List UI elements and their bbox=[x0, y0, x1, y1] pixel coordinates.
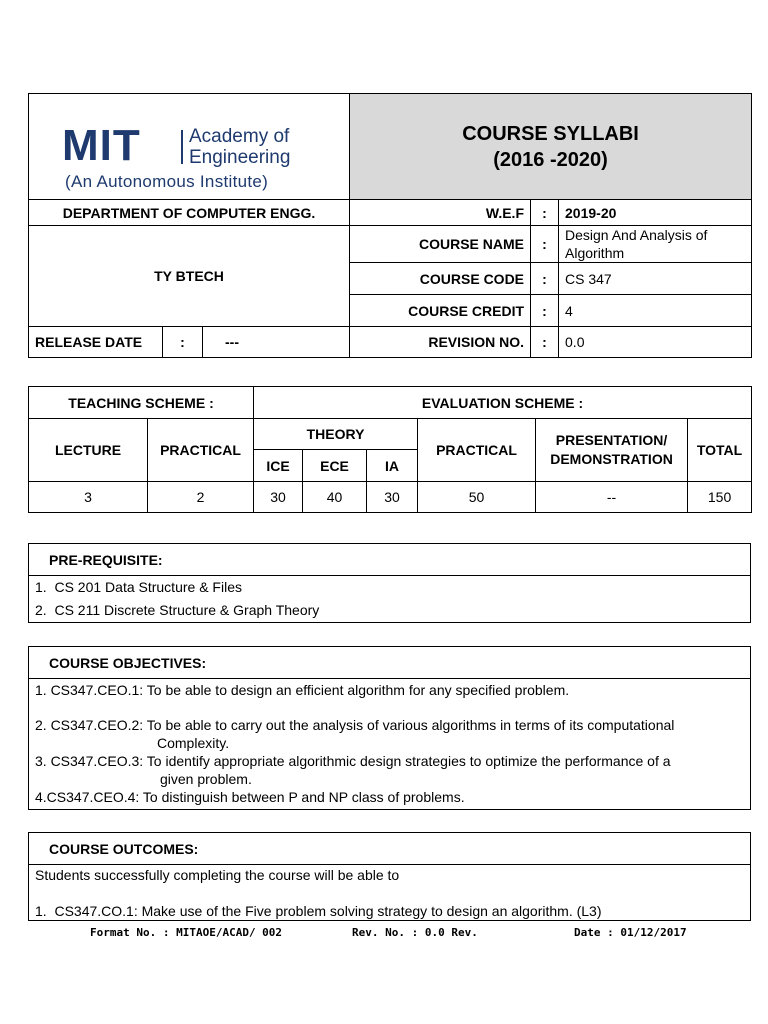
list-item-continuation: given problem. bbox=[160, 771, 252, 787]
eval-practical-header: PRACTICAL bbox=[418, 419, 536, 482]
outcomes-heading: COURSE OUTCOMES: bbox=[29, 833, 751, 865]
course-name-label: COURSE NAME bbox=[350, 226, 531, 263]
presentation-value: -- bbox=[536, 482, 688, 513]
ia-value: 30 bbox=[367, 482, 418, 513]
list-item: 1. CS347.CO.1: Make use of the Five problem solving strategy to design an algorithm. (L3) bbox=[35, 903, 602, 919]
practical-value: 2 bbox=[148, 482, 254, 513]
list-item: 1. CS 201 Data Structure & Files bbox=[35, 579, 242, 595]
outcomes-intro: Students successfully completing the course will be able to bbox=[35, 867, 400, 883]
release-date-value: --- bbox=[203, 327, 350, 358]
eval-practical-value: 50 bbox=[418, 482, 536, 513]
list-item: 1. CS347.CEO.1: To be able to design an efficient algorithm for any specified problem. bbox=[35, 682, 570, 698]
revision-value: 0.0 bbox=[559, 327, 752, 358]
objectives-table bbox=[28, 646, 751, 810]
wef-label: W.E.F bbox=[350, 200, 531, 226]
program-name: TY BTECH bbox=[29, 226, 350, 327]
list-item: 4.CS347.CEO.4: To distinguish between P and NP class of problems. bbox=[35, 789, 465, 805]
ece-value: 40 bbox=[303, 482, 367, 513]
colon: : bbox=[531, 327, 559, 358]
outcomes-table bbox=[28, 832, 751, 921]
logo-divider bbox=[181, 130, 183, 164]
teaching-scheme-header: TEACHING SCHEME : bbox=[29, 387, 254, 419]
colon: : bbox=[531, 263, 559, 295]
footer-date: Date : 01/12/2017 bbox=[574, 926, 687, 939]
colon: : bbox=[531, 226, 559, 263]
presentation-header: PRESENTATION/ DEMONSTRATION bbox=[536, 419, 688, 482]
logo-text: Academy of Engineering bbox=[189, 126, 291, 168]
list-item: 2. CS 211 Discrete Structure & Graph Theory bbox=[35, 602, 320, 618]
format-number: Format No. : MITAOE/ACAD/ 002 bbox=[90, 926, 283, 939]
course-code-value: CS 347 bbox=[559, 263, 752, 295]
course-code-label: COURSE CODE bbox=[350, 263, 531, 295]
colon: : bbox=[531, 295, 559, 327]
scheme-table bbox=[28, 386, 752, 513]
objectives-list bbox=[29, 679, 751, 810]
practical-header: PRACTICAL bbox=[148, 419, 254, 482]
prerequisite-list bbox=[29, 576, 751, 623]
ice-value: 30 bbox=[254, 482, 303, 513]
revision-label: REVISION NO. bbox=[350, 327, 531, 358]
logo-main: MIT bbox=[62, 121, 141, 170]
ice-header: ICE bbox=[254, 450, 303, 482]
logo-subtitle: (An Autonomous Institute) bbox=[65, 172, 269, 191]
colon: : bbox=[163, 327, 203, 358]
document-title: COURSE SYLLABI (2016 -2020) bbox=[350, 94, 752, 200]
department-name: DEPARTMENT OF COMPUTER ENGG. bbox=[29, 200, 350, 226]
course-credit-value: 4 bbox=[559, 295, 752, 327]
lecture-value: 3 bbox=[29, 482, 148, 513]
list-item: 2. CS347.CEO.2: To be able to carry out the analysis of various algorithms in terms of its computational bbox=[35, 717, 675, 733]
revision-number: Rev. No. : 0.0 Rev. bbox=[352, 926, 478, 939]
evaluation-scheme-header: EVALUATION SCHEME : bbox=[254, 387, 752, 419]
outcomes-list bbox=[29, 865, 751, 921]
list-item: 3. CS347.CEO.3: To identify appropriate algorithmic design strategies to optimize the performance of a bbox=[35, 753, 671, 769]
total-header: TOTAL bbox=[688, 419, 752, 482]
ia-header: IA bbox=[367, 450, 418, 482]
objectives-heading: COURSE OBJECTIVES: bbox=[29, 647, 751, 679]
theory-header: THEORY bbox=[254, 419, 418, 450]
release-date-label: RELEASE DATE bbox=[29, 327, 163, 358]
lecture-header: LECTURE bbox=[29, 419, 148, 482]
colon: : bbox=[531, 200, 559, 226]
course-credit-label: COURSE CREDIT bbox=[350, 295, 531, 327]
prerequisite-heading: PRE-REQUISITE: bbox=[29, 544, 751, 576]
list-item-continuation: Complexity. bbox=[157, 735, 230, 751]
prerequisite-table bbox=[28, 543, 751, 623]
ece-header: ECE bbox=[303, 450, 367, 482]
institute-logo bbox=[29, 94, 349, 199]
logo-cell bbox=[29, 94, 350, 200]
header-table bbox=[28, 93, 752, 358]
wef-value: 2019-20 bbox=[559, 200, 752, 226]
total-value: 150 bbox=[688, 482, 752, 513]
course-name-value: Design And Analysis of Algorithm bbox=[559, 226, 752, 263]
